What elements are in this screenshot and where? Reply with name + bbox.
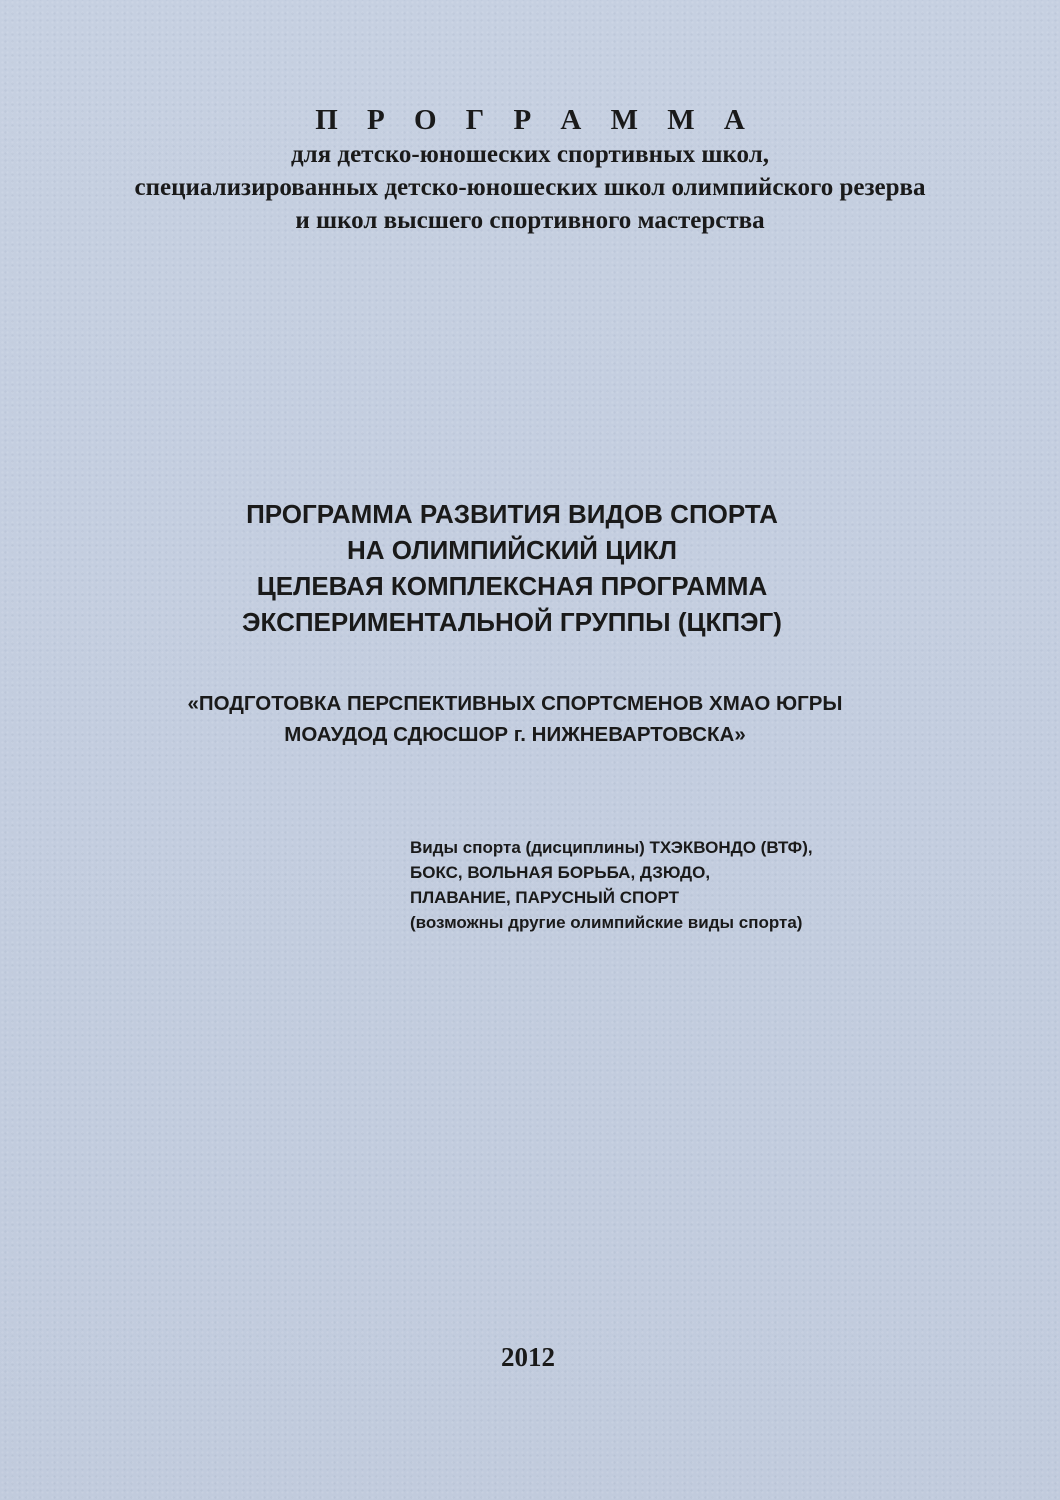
title-line-3: ЦЕЛЕВАЯ КОМПЛЕКСНАЯ ПРОГРАММА xyxy=(256,571,768,601)
subtitle-line-2: МОАУДОД СДЮСШОР г. НИЖНЕВАРТОВСКА» xyxy=(284,723,746,746)
sports-line-2: БОКС, ВОЛЬНАЯ БОРЬБА, ДЗЮДО, xyxy=(410,863,711,882)
title-line-2: НА ОЛИМПИЙСКИЙ ЦИКЛ xyxy=(346,535,678,565)
document-title xyxy=(0,496,1024,640)
subtitle-line-1: «ПОДГОТОВКА ПЕРСПЕКТИВНЫХ СПОРТСМЕНОВ ХМАО ЮГРЫ xyxy=(187,692,843,715)
sports-line-3: ПЛАВАНИЕ, ПАРУСНЫЙ СПОРТ xyxy=(410,888,679,907)
title-line-1: ПРОГРАММА РАЗВИТИЯ ВИДОВ СПОРТА xyxy=(246,499,778,529)
sports-line-4: (возможны другие олимпийские виды спорта) xyxy=(410,913,803,932)
program-audience-line-3: и школ высшего спортивного мастерства xyxy=(295,207,765,234)
document-subtitle xyxy=(0,688,1030,750)
publication-year: 2012 xyxy=(501,1342,555,1372)
title-line-4: ЭКСПЕРИМЕНТАЛЬНОЙ ГРУППЫ (ЦКПЭГ) xyxy=(242,607,782,637)
program-audience-line-1: для детско-юношеских спортивных школ, xyxy=(290,141,769,168)
sports-line-1: Виды спорта (дисциплины) ТХЭКВОНДО (ВТФ), xyxy=(410,838,813,857)
sports-list xyxy=(410,835,1030,935)
program-header xyxy=(0,102,1060,237)
program-heading: П Р О Г Р А М М А xyxy=(315,104,756,136)
program-audience-line-2: специализированных детско-юношеских школ олимпийского резерва xyxy=(134,174,926,201)
